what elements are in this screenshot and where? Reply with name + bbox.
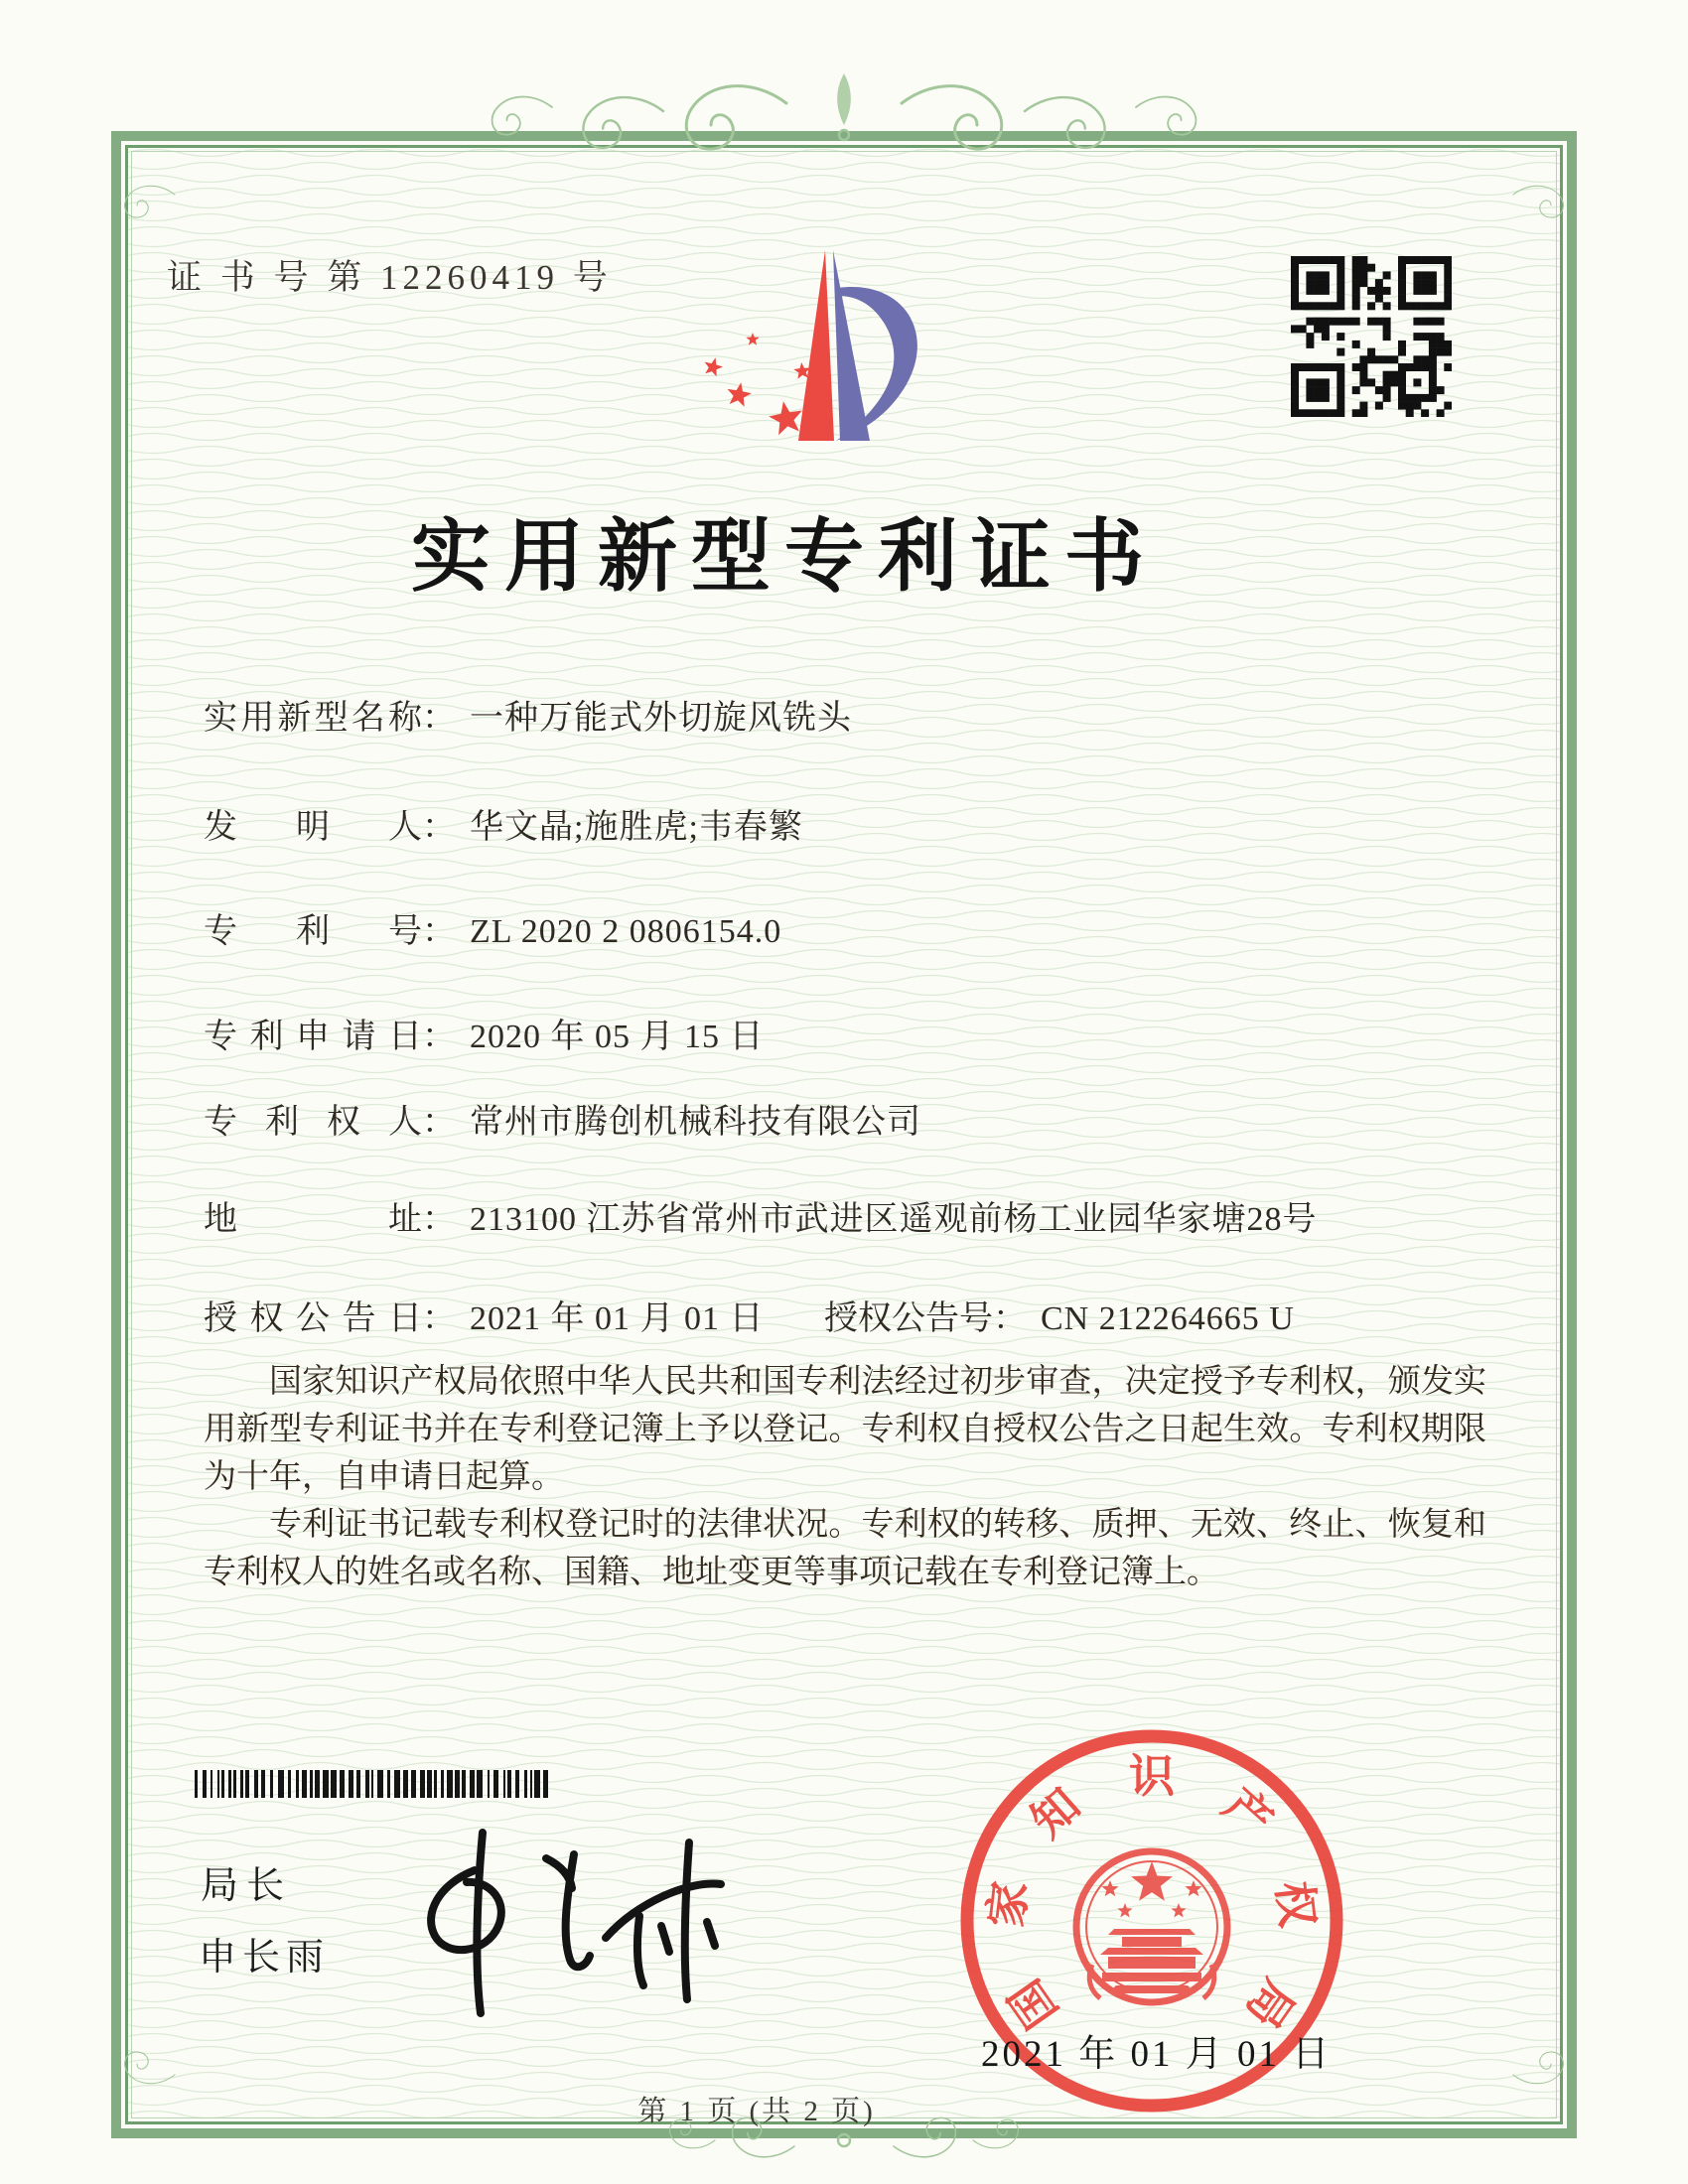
barcode	[195, 1767, 550, 1801]
field-label: 实用新型名称	[204, 700, 422, 737]
field-value: 2020 年 05 月 15 日	[470, 1019, 765, 1055]
legal-paragraph: 国家知识产权局依照中华人民共和国专利法经过初步审查，决定授予专利权，颁发实用新型专利证书并在专利登记簿上予以登记。专利权自授权公告之日起生效。专利权期限为十年，自申请日起算。	[204, 1364, 1486, 1495]
certificate-number: 证 书 号 第 12260419 号	[167, 258, 613, 297]
qr-code	[1291, 256, 1452, 417]
signature-stroke	[477, 1833, 483, 2013]
signature-stroke	[685, 1843, 689, 1999]
field-label: 专 利 权 人	[204, 1104, 422, 1141]
field-row-patent-no	[204, 903, 1504, 952]
field-value: CN 212264665 U	[1041, 1300, 1295, 1337]
legal-paragraph: 专利证书记载专利权登记时的法律状况。专利权的转移、质押、无效、终止、恢复和专利权人的姓名或名称、国籍、地址变更等事项记载在专利登记簿上。	[204, 1507, 1486, 1590]
field-value: 华文晶;施胜虎;韦春繁	[470, 809, 803, 846]
field-colon: ：	[422, 1104, 456, 1141]
commissioner-name: 申长雨	[199, 1937, 331, 1979]
signature-stroke	[661, 1926, 669, 1952]
field-colon: ：	[422, 1201, 456, 1238]
field-label: 发 明 人	[204, 809, 422, 846]
field-colon: ：	[993, 1300, 1027, 1337]
cnipa-logo	[687, 244, 947, 449]
field-label: 专 利 号	[204, 913, 422, 950]
signature-stroke	[431, 1870, 501, 1950]
field-row-filing-date	[204, 1009, 1504, 1057]
field-label: 授权公告号	[824, 1300, 993, 1337]
field-value: 一种万能式外切旋风铣头	[470, 700, 852, 737]
field-value: 2021 年 01 月 01 日	[470, 1300, 765, 1337]
signature-stroke	[707, 1922, 715, 1946]
field-value: 常州市腾创机械科技有限公司	[470, 1104, 921, 1141]
signature-stroke	[566, 1854, 590, 1967]
svg-text:产: 产	[1213, 1778, 1283, 1847]
field-row-patentee	[204, 1094, 1504, 1143]
field-grant-no	[824, 1291, 1295, 1339]
commissioner-title: 局长	[201, 1865, 293, 1907]
field-row-inventors	[204, 799, 1504, 848]
field-colon: ：	[422, 809, 456, 846]
page-number: 第 1 页 (共 2 页)	[637, 2096, 876, 2127]
svg-text:局: 局	[1236, 1970, 1306, 2038]
field-colon: ：	[422, 1019, 456, 1055]
field-colon: ：	[422, 913, 456, 950]
svg-text:家: 家	[979, 1878, 1037, 1930]
field-label: 授权公告日	[204, 1300, 422, 1337]
field-label: 专利申请日	[204, 1019, 422, 1055]
field-row-name	[204, 690, 1504, 739]
signature-stroke	[637, 1916, 643, 1985]
field-value: ZL 2020 2 0806154.0	[470, 913, 782, 950]
seal-date: 2021 年 01 月 01 日	[981, 2034, 1333, 2075]
field-row-grant-date	[204, 1291, 1504, 1339]
field-label: 地 址	[204, 1201, 422, 1238]
legal-text	[204, 1358, 1486, 1596]
commissioner-signature	[379, 1819, 733, 2021]
svg-text:识: 识	[1129, 1750, 1175, 1802]
field-value: 213100 江苏省常州市武进区遥观前杨工业园华家塘28号	[470, 1201, 1318, 1238]
field-colon: ：	[422, 700, 456, 737]
svg-text:权: 权	[1267, 1878, 1325, 1930]
svg-text:国: 国	[998, 1970, 1067, 2038]
svg-text:知: 知	[1021, 1778, 1090, 1847]
field-row-address	[204, 1191, 1504, 1240]
certificate-title: 实用新型专利证书	[411, 514, 1158, 602]
field-colon: ：	[422, 1300, 456, 1337]
